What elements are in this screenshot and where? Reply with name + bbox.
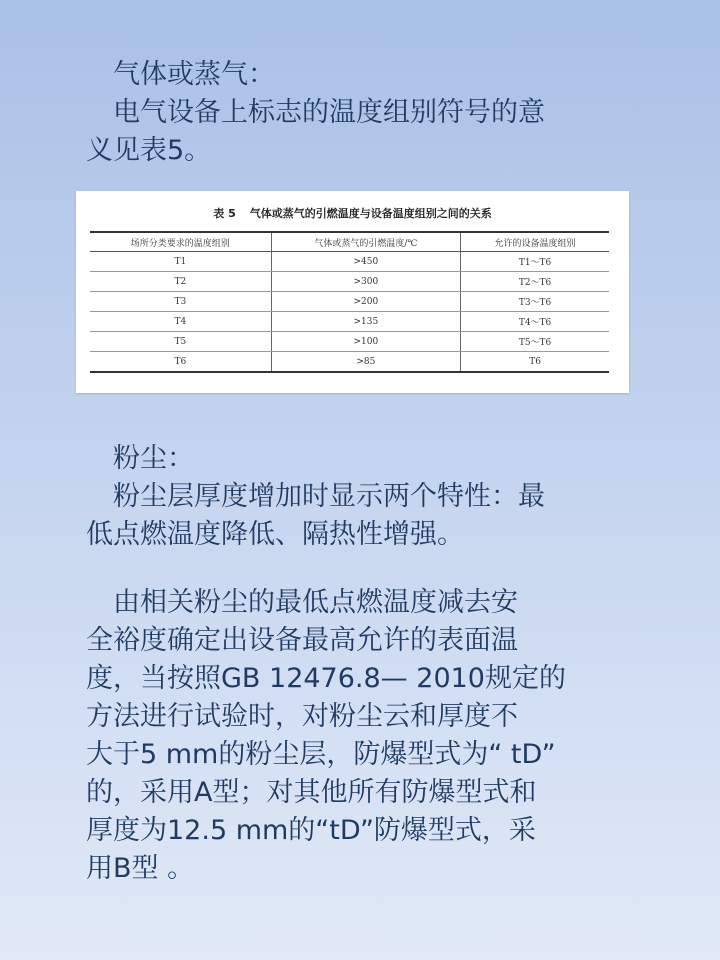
table-cell: T1～T6 — [461, 252, 609, 272]
table-cell: >85 — [271, 352, 460, 373]
table-cell: T6 — [90, 352, 271, 373]
table-cell: T4～T6 — [461, 312, 609, 332]
table-number: 表 5 — [213, 207, 236, 220]
table-cell: >135 — [271, 312, 460, 332]
gas-heading: 气体或蒸气： — [86, 59, 275, 90]
table-cell: T2～T6 — [461, 272, 609, 292]
table-cell: >300 — [271, 272, 460, 292]
table-row — [90, 252, 609, 272]
table-caption: 气体或蒸气的引燃温度与设备温度组别之间的关系 — [249, 207, 492, 220]
dust-description: 粉尘层厚度增加时显示两个特性：最 低点燃温度降低、隔热性增强。 — [86, 481, 545, 550]
table-row — [90, 352, 609, 373]
table-header-row — [90, 232, 609, 252]
table-row — [90, 292, 609, 312]
temperature-class-table — [90, 231, 609, 373]
table-cell: T3～T6 — [461, 292, 609, 312]
table-cell: T4 — [90, 312, 271, 332]
table-cell: >200 — [271, 292, 460, 312]
column-header: 允许的设备温度组别 — [461, 232, 609, 252]
table-cell: T2 — [90, 272, 271, 292]
table-cell: T5～T6 — [461, 332, 609, 352]
table-cell: T3 — [90, 292, 271, 312]
table-cell: >100 — [271, 332, 460, 352]
table-cell: >450 — [271, 252, 460, 272]
gas-description: 电气设备上标志的温度组别符号的意 义见表5。 — [86, 97, 545, 166]
table-cell: T5 — [90, 332, 271, 352]
table-cell: T6 — [461, 352, 609, 373]
table-5-image — [76, 191, 629, 393]
table-title — [76, 205, 629, 221]
dust-heading: 粉尘： — [86, 443, 194, 474]
table-row — [90, 312, 609, 332]
column-header: 场所分类要求的温度组别 — [90, 232, 271, 252]
column-header: 气体或蒸气的引燃温度/℃ — [271, 232, 460, 252]
surface-temperature-paragraph: 由相关粉尘的最低点燃温度减去安 全裕度确定出设备最高允许的表面温 度，当按照GB 12476.8— 2010规定的 方法进行试验时，对粉尘云和厚度不 大于5 mm的粉尘层，防爆型式为“ tD” 的，采用A型；对其他所有防爆型式和 厚度为12.5 mm的“tD”防爆型式，采 用B型 。 — [86, 587, 566, 884]
table-row — [90, 272, 609, 292]
table-cell: T1 — [90, 252, 271, 272]
table-row — [90, 332, 609, 352]
